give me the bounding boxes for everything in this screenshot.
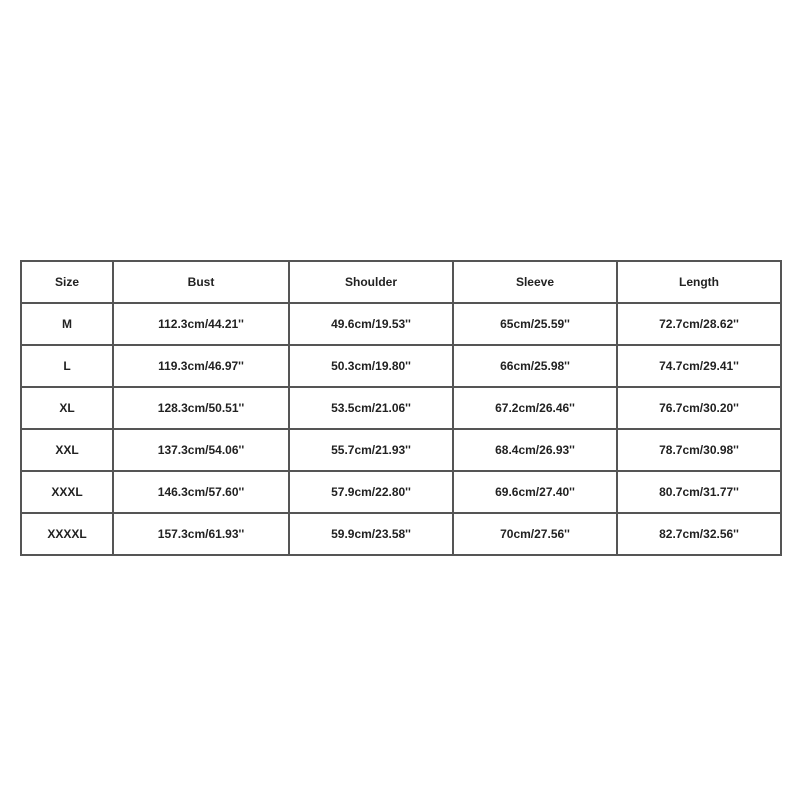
cell-bust: 157.3cm/61.93''	[113, 513, 289, 555]
cell-shoulder: 55.7cm/21.93''	[289, 429, 453, 471]
table-row	[21, 513, 781, 555]
cell-size: XXL	[21, 429, 113, 471]
cell-sleeve: 65cm/25.59''	[453, 303, 617, 345]
cell-size: XXXXL	[21, 513, 113, 555]
cell-bust: 146.3cm/57.60''	[113, 471, 289, 513]
table-row	[21, 303, 781, 345]
cell-size: L	[21, 345, 113, 387]
header-length: Length	[617, 261, 781, 303]
cell-bust: 137.3cm/54.06''	[113, 429, 289, 471]
table-header-row	[21, 261, 781, 303]
cell-length: 82.7cm/32.56''	[617, 513, 781, 555]
cell-shoulder: 57.9cm/22.80''	[289, 471, 453, 513]
header-size: Size	[21, 261, 113, 303]
header-sleeve: Sleeve	[453, 261, 617, 303]
table-row	[21, 471, 781, 513]
cell-length: 72.7cm/28.62''	[617, 303, 781, 345]
table-row	[21, 429, 781, 471]
cell-sleeve: 66cm/25.98''	[453, 345, 617, 387]
header-bust: Bust	[113, 261, 289, 303]
cell-bust: 112.3cm/44.21''	[113, 303, 289, 345]
cell-shoulder: 59.9cm/23.58''	[289, 513, 453, 555]
size-chart-table	[20, 260, 782, 556]
cell-sleeve: 67.2cm/26.46''	[453, 387, 617, 429]
cell-length: 76.7cm/30.20''	[617, 387, 781, 429]
cell-shoulder: 50.3cm/19.80''	[289, 345, 453, 387]
cell-sleeve: 68.4cm/26.93''	[453, 429, 617, 471]
cell-bust: 128.3cm/50.51''	[113, 387, 289, 429]
cell-sleeve: 70cm/27.56''	[453, 513, 617, 555]
cell-size: XL	[21, 387, 113, 429]
cell-length: 80.7cm/31.77''	[617, 471, 781, 513]
cell-bust: 119.3cm/46.97''	[113, 345, 289, 387]
cell-size: M	[21, 303, 113, 345]
cell-shoulder: 53.5cm/21.06''	[289, 387, 453, 429]
cell-size: XXXL	[21, 471, 113, 513]
cell-length: 78.7cm/30.98''	[617, 429, 781, 471]
header-shoulder: Shoulder	[289, 261, 453, 303]
table-row	[21, 345, 781, 387]
table-row	[21, 387, 781, 429]
cell-shoulder: 49.6cm/19.53''	[289, 303, 453, 345]
cell-length: 74.7cm/29.41''	[617, 345, 781, 387]
cell-sleeve: 69.6cm/27.40''	[453, 471, 617, 513]
